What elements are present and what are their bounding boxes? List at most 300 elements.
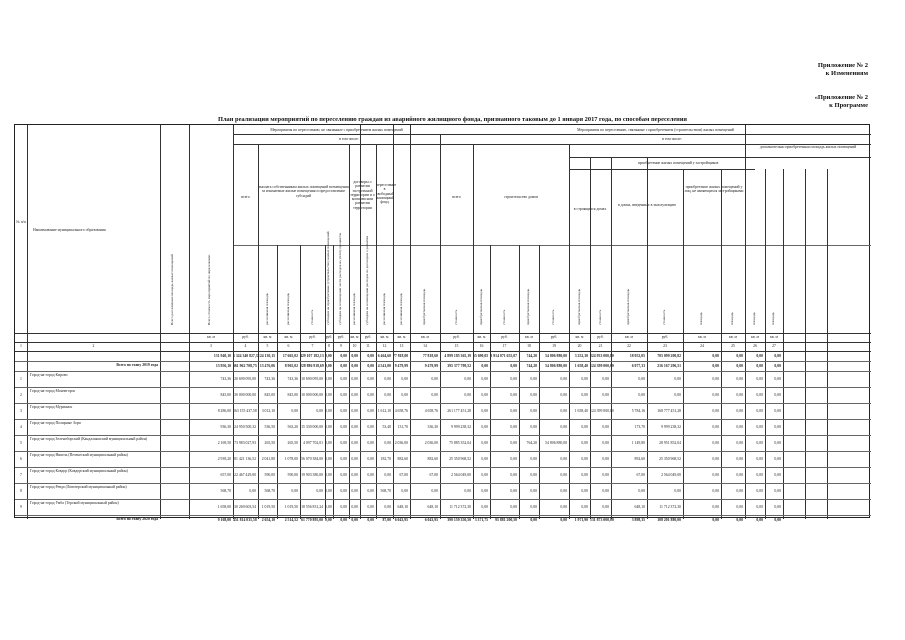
table-cell: 0,00 bbox=[581, 489, 588, 493]
table-cell: 0,00 bbox=[774, 393, 781, 397]
group-header-non-acquisition: Мероприятия по переселению, не связанные с приобретением жилых помещений bbox=[270, 128, 403, 132]
table-cell: 0,00 bbox=[367, 409, 374, 413]
column-number: 17 bbox=[502, 344, 507, 348]
table-cell: 0,00 bbox=[736, 354, 743, 358]
table-cell: 2 564 049,00 bbox=[451, 473, 471, 477]
table-cell: 67,00 bbox=[429, 473, 438, 477]
table-cell: 0,00 bbox=[638, 393, 645, 397]
table-cell: 0,00 bbox=[510, 441, 517, 445]
header-subcolumn-label: стоимость bbox=[597, 309, 602, 325]
table-cell: 0,00 bbox=[712, 364, 719, 368]
table-cell: 25 350 968,52 bbox=[449, 457, 471, 461]
unit-label: кв. м bbox=[350, 335, 359, 339]
table-cell: 2 036,00 bbox=[424, 441, 438, 445]
header-total-cost: Всего стоимость мероприятий по переселению bbox=[207, 254, 211, 325]
unit-label: кв. м bbox=[421, 335, 429, 339]
table-cell: 590,00 bbox=[264, 473, 275, 477]
unit-label: кв. м bbox=[284, 335, 293, 339]
table-cell: 0,00 bbox=[560, 505, 567, 509]
table-cell: 30 269 603,54 bbox=[234, 505, 256, 509]
table-cell: 892,60 bbox=[634, 457, 645, 461]
column-number: 15 bbox=[454, 344, 459, 348]
table-cell: 0,00 bbox=[351, 377, 358, 381]
table-cell: 24 130,15 bbox=[259, 354, 275, 358]
document-title: План реализации мероприятий по переселению граждан из аварийного жилищного фонда, признанного таковым до 1 января 2017 года, по способам переселения bbox=[218, 116, 687, 123]
table-cell: 0,00 bbox=[560, 409, 567, 413]
table-cell: 0,00 bbox=[756, 518, 763, 522]
table-cell: 0,00 bbox=[581, 505, 588, 509]
table-cell: 0,00 bbox=[340, 409, 347, 413]
table-cell: 0,00 bbox=[340, 473, 347, 477]
table-cell: 0,00 bbox=[510, 393, 517, 397]
column-number: 6 bbox=[287, 344, 290, 348]
table-cell: 0,00 bbox=[530, 393, 537, 397]
table-cell: 0,00 bbox=[530, 409, 537, 413]
table-cell: 882,60 bbox=[427, 457, 438, 461]
table-cell: 648,10 bbox=[397, 505, 408, 509]
column-divider bbox=[258, 144, 259, 519]
row-number: 2 bbox=[20, 393, 22, 397]
unit-label: кв. м bbox=[575, 335, 584, 339]
table-cell: 4 658,76 bbox=[424, 409, 438, 413]
table-cell: 0,00 bbox=[325, 505, 332, 509]
table-cell: 3 371,75 bbox=[474, 518, 488, 522]
resettlement-plan-table bbox=[14, 124, 870, 522]
row-divider bbox=[15, 435, 871, 436]
table-cell: 0,00 bbox=[340, 518, 347, 522]
table-cell: 54 806 880,00 bbox=[545, 364, 567, 368]
table-cell: 2 654,10 bbox=[261, 518, 275, 522]
table-cell: 10 000 000,00 bbox=[301, 393, 323, 397]
table-cell: 0,00 bbox=[602, 441, 609, 445]
table-cell: 8 286,00 bbox=[217, 409, 231, 413]
header-subcolumn-label: приобретаемая площадь bbox=[576, 288, 581, 325]
table-cell: 0,00 bbox=[340, 441, 347, 445]
table-cell: 0,00 bbox=[736, 457, 743, 461]
table-cell: 0,00 bbox=[384, 505, 391, 509]
table-cell: 17 665,02 bbox=[282, 354, 298, 358]
table-cell: 0,00 bbox=[736, 473, 743, 477]
table-cell: 1 658,40 bbox=[574, 364, 588, 368]
program-appendix-number: «Приложение № 2 bbox=[814, 94, 868, 101]
table-cell: 75 885 352,04 bbox=[449, 441, 471, 445]
header-subcolumn-label: приобретаемая площадь bbox=[478, 288, 483, 325]
header-subcolumn-label: расселяемая площадь bbox=[285, 292, 290, 325]
header-under-construction: в строящихся домах bbox=[573, 207, 607, 211]
table-cell: 563,20 bbox=[287, 425, 298, 429]
table-cell: 0,00 bbox=[510, 409, 517, 413]
table-cell: 0,00 bbox=[351, 354, 358, 358]
table-cell: 0,00 bbox=[464, 489, 471, 493]
row-municipality-name: Город-на-город Умба (Терский муниципальный район) bbox=[30, 501, 119, 505]
table-cell: 0,00 bbox=[325, 473, 332, 477]
column-divider bbox=[160, 125, 161, 519]
table-cell: 0,00 bbox=[340, 457, 347, 461]
unit-label: руб. bbox=[364, 335, 372, 339]
table-cell: 0,00 bbox=[736, 364, 743, 368]
table-cell: 0,00 bbox=[756, 354, 763, 358]
table-cell: 265,50 bbox=[287, 441, 298, 445]
table-cell: 0,00 bbox=[510, 377, 517, 381]
table-cell: 1 019,50 bbox=[261, 505, 275, 509]
header-other-sellers: приобретение жилых помещений у лиц, не являющихся застройщиками bbox=[684, 185, 744, 194]
header-subcolumn-label: стоимость bbox=[662, 309, 666, 325]
unit-label: кв. м bbox=[525, 335, 533, 339]
table-cell: 24 950 500,32 bbox=[234, 425, 256, 429]
table-cell: 0,00 bbox=[481, 364, 488, 368]
header-subcolumn-label: приобретаемая площадь bbox=[422, 288, 426, 325]
table-cell: 124 399 000,00 bbox=[590, 409, 614, 413]
header-line bbox=[745, 157, 871, 158]
table-cell: 0,00 bbox=[367, 425, 374, 429]
column-number: 13 bbox=[399, 344, 404, 348]
table-cell: 0,00 bbox=[712, 425, 719, 429]
table-cell: 0,00 bbox=[756, 457, 763, 461]
unit-label: кв. м bbox=[380, 335, 389, 339]
table-cell: 6 043,95 bbox=[424, 518, 438, 522]
header-in-operation: в домах, введенных в эксплуатацию bbox=[617, 203, 677, 207]
table-cell: 0,00 bbox=[367, 393, 374, 397]
table-cell: 0,00 bbox=[581, 393, 588, 397]
table-cell: 0,00 bbox=[481, 409, 488, 413]
header-subcolumn-label: субсидии на возмещение расходов по договорам о развитии bbox=[365, 235, 369, 325]
table-cell: 2 939,20 bbox=[217, 457, 231, 461]
table-cell: 2 564 049,00 bbox=[661, 473, 681, 477]
table-cell: 124 399 000,00 bbox=[590, 364, 614, 368]
table-cell: 0,00 bbox=[602, 473, 609, 477]
row-divider bbox=[15, 467, 871, 468]
table-cell: 0,00 bbox=[481, 441, 488, 445]
table-cell: 0,00 bbox=[736, 377, 743, 381]
column-number: 22 bbox=[627, 344, 631, 348]
row-divider bbox=[15, 419, 871, 420]
table-cell: 744,20 bbox=[526, 354, 537, 358]
table-cell: 0,00 bbox=[736, 505, 743, 509]
table-cell: 0,00 bbox=[325, 409, 332, 413]
table-cell: 0,00 bbox=[325, 489, 332, 493]
table-cell: 0,00 bbox=[712, 393, 719, 397]
table-cell: 0,00 bbox=[560, 457, 567, 461]
table-cell: 0,00 bbox=[560, 377, 567, 381]
table-cell: 216 167 296,51 bbox=[657, 364, 681, 368]
table-cell: 845,00 bbox=[220, 393, 231, 397]
table-cell: 0,00 bbox=[581, 377, 588, 381]
table-cell: 19 903 380,00 bbox=[301, 473, 323, 477]
table-cell: 0,00 bbox=[384, 377, 391, 381]
column-number: 5 bbox=[266, 344, 269, 348]
table-cell: 4 097 702,01 bbox=[303, 441, 323, 445]
table-cell: 263 155 437,58 bbox=[233, 409, 257, 413]
table-cell: 0,00 bbox=[367, 364, 374, 368]
table-cell: 0,00 bbox=[340, 505, 347, 509]
header-total: всего bbox=[241, 195, 250, 199]
table-cell: 0,00 bbox=[736, 489, 743, 493]
table-cell: 0,00 bbox=[712, 441, 719, 445]
table-cell: 0,00 bbox=[774, 457, 781, 461]
table-cell: 0,00 bbox=[530, 457, 537, 461]
column-divider bbox=[473, 144, 474, 519]
table-cell: 131,70 bbox=[397, 425, 408, 429]
table-cell: 0,00 bbox=[530, 377, 537, 381]
header-payment: выплата собственникам жилых помещений возмещения за изымаемые жилые помещения и предоставление субсидий bbox=[258, 185, 349, 198]
column-number: 11 bbox=[366, 344, 370, 348]
column-number: 2 bbox=[92, 344, 95, 348]
unit-label: руб. bbox=[501, 335, 508, 339]
table-cell: 0,00 bbox=[481, 457, 488, 461]
row-municipality-name: Всего по этапу 2019 года bbox=[116, 363, 158, 367]
unit-label: кв. м bbox=[477, 335, 486, 339]
table-cell: 590,00 bbox=[287, 473, 298, 477]
row-number: 6 bbox=[20, 457, 22, 461]
table-cell: 0,00 bbox=[581, 425, 588, 429]
unit-label: руб. bbox=[661, 335, 669, 339]
table-cell: 451 814 035,58 bbox=[233, 518, 257, 522]
table-cell: 5 324 340 827,32 bbox=[233, 354, 260, 358]
table-cell: 0,00 bbox=[774, 473, 781, 477]
table-cell: 0,00 bbox=[481, 505, 488, 509]
table-cell: 0,00 bbox=[351, 364, 358, 368]
row-number: 3 bbox=[20, 409, 22, 413]
table-cell: 0,00 bbox=[367, 518, 374, 522]
row-number: 5 bbox=[20, 441, 22, 445]
table-cell: 705 099 200,82 bbox=[657, 354, 681, 358]
table-cell: 0,00 bbox=[712, 518, 719, 522]
table-cell: 0,00 bbox=[736, 425, 743, 429]
header-subcolumn-label: расселяемая площадь bbox=[398, 292, 403, 325]
unit-label: руб. bbox=[550, 335, 558, 339]
unit-label: руб. bbox=[325, 335, 333, 339]
column-number: 23 bbox=[663, 344, 667, 348]
header-municipality: Наименование муниципального образования bbox=[33, 228, 106, 232]
table-cell: 61 770 895,00 bbox=[301, 518, 323, 522]
table-cell: 0,00 bbox=[510, 505, 517, 509]
table-cell: 390 159 350,50 bbox=[447, 518, 471, 522]
table-cell: 882,60 bbox=[397, 457, 408, 461]
table-cell: 657,00 bbox=[220, 473, 231, 477]
table-cell: 173,70 bbox=[634, 425, 645, 429]
table-cell: 0,00 bbox=[384, 441, 391, 445]
table-cell: 0,00 bbox=[530, 425, 537, 429]
column-number: 9 bbox=[340, 344, 342, 348]
row-municipality-name: Город-на-город Мурманск bbox=[30, 405, 73, 409]
table-cell: 0,00 bbox=[736, 393, 743, 397]
table-cell: 0,00 bbox=[756, 473, 763, 477]
table-cell: 0,00 bbox=[367, 505, 374, 509]
table-cell: 0,00 bbox=[774, 489, 781, 493]
table-cell: 3 012,10 bbox=[261, 409, 275, 413]
header-line bbox=[15, 351, 871, 352]
row-municipality-name: Город-на-город Зеленоборский (Кандалакшский муниципальный район) bbox=[30, 437, 148, 441]
table-cell: 0,00 bbox=[464, 393, 471, 397]
table-cell: 73 983 027,93 bbox=[234, 441, 256, 445]
table-cell: 1 019,50 bbox=[284, 505, 298, 509]
row-municipality-name: Всего по этапу 2020 года bbox=[116, 517, 158, 521]
header-line bbox=[569, 169, 755, 170]
column-number: 1 bbox=[20, 344, 22, 348]
table-cell: 67,00 bbox=[636, 473, 645, 477]
unit-label: руб. bbox=[597, 335, 604, 339]
table-cell: 13 476,06 bbox=[259, 364, 275, 368]
program-ref: к Программе bbox=[829, 102, 868, 109]
row-number: 4 bbox=[20, 425, 22, 429]
table-cell: 11 712 372,30 bbox=[659, 505, 681, 509]
subheader-in-that-number: в том числе: bbox=[339, 137, 359, 141]
table-cell: 0,00 bbox=[431, 489, 438, 493]
table-cell: 0,00 bbox=[530, 489, 537, 493]
table-cell: 395 377 799,52 bbox=[447, 364, 471, 368]
table-cell: 429 107 182,13 bbox=[300, 354, 324, 358]
table-cell: 5 784,16 bbox=[631, 409, 645, 413]
table-cell: 2 514,52 bbox=[284, 518, 298, 522]
table-cell: 0,00 bbox=[756, 489, 763, 493]
table-cell: 13 956,10 bbox=[215, 364, 231, 368]
table-cell: 743,36 bbox=[264, 377, 275, 381]
table-cell: 0,00 bbox=[602, 457, 609, 461]
table-cell: 9 479,99 bbox=[394, 364, 408, 368]
table-cell: 0,00 bbox=[384, 473, 391, 477]
table-cell: 2 041,80 bbox=[261, 457, 275, 461]
header-acquire-from-developers: приобретение жилых помещений у застройщиков bbox=[637, 161, 719, 165]
unit-label: кв. м bbox=[625, 335, 633, 339]
table-cell: 0,00 bbox=[401, 393, 408, 397]
table-cell: 9 999 238,32 bbox=[661, 425, 681, 429]
column-number: 20 bbox=[577, 344, 582, 348]
header-subcolumn-label: субсидии на приобретение (строительство) жилых помещений bbox=[326, 231, 330, 325]
table-cell: 0,00 bbox=[316, 409, 323, 413]
unit-label: руб. bbox=[337, 335, 345, 339]
table-cell: 30 000 000,00 bbox=[234, 393, 256, 397]
row-municipality-name: Город-на-город Кирово bbox=[30, 373, 68, 377]
table-cell: 28 951 852,04 bbox=[659, 441, 681, 445]
table-cell: 0,00 bbox=[367, 489, 374, 493]
header-free-fund: переселение в свободный жилищный фонд bbox=[376, 183, 397, 205]
table-cell: 0,00 bbox=[325, 364, 332, 368]
table-cell: 845,00 bbox=[264, 393, 275, 397]
table-cell: 265,50 bbox=[264, 441, 275, 445]
table-cell: 3 898,35 bbox=[631, 518, 645, 522]
table-cell: 224 933 000,00 bbox=[590, 354, 614, 358]
row-number: 9 bbox=[20, 505, 22, 509]
header-subcolumn-label: расселяемая площадь bbox=[381, 292, 386, 325]
table-cell: 0,00 bbox=[638, 489, 645, 493]
table-cell: 0,00 bbox=[481, 473, 488, 477]
table-cell: 0,00 bbox=[510, 364, 517, 368]
table-cell: 25 350 968,52 bbox=[659, 457, 681, 461]
table-cell: 0,00 bbox=[401, 489, 408, 493]
column-number: 18 bbox=[527, 344, 531, 348]
table-cell: 0,00 bbox=[351, 409, 358, 413]
table-cell: 0,00 bbox=[602, 377, 609, 381]
table-cell: 743,36 bbox=[287, 377, 298, 381]
table-cell: 168 777 451,28 bbox=[657, 409, 681, 413]
row-number: 7 bbox=[20, 473, 22, 477]
table-cell: 0,00 bbox=[325, 425, 332, 429]
column-number: 12 bbox=[382, 344, 387, 348]
table-cell: 0,00 bbox=[367, 377, 374, 381]
table-cell: 0,00 bbox=[736, 441, 743, 445]
table-cell: 182,70 bbox=[380, 457, 391, 461]
table-cell: 81 421 136,52 bbox=[234, 457, 256, 461]
table-cell: 77 818,00 bbox=[393, 354, 409, 358]
table-cell: 0,00 bbox=[602, 393, 609, 397]
table-cell: 1 971,90 bbox=[574, 518, 588, 522]
table-cell: 0,00 bbox=[712, 457, 719, 461]
header-subcolumn-label: приобретаемая площадь bbox=[526, 288, 530, 325]
table-cell: 2 036,00 bbox=[394, 441, 408, 445]
group-header-acquisition: Мероприятия по переселению, связанные с приобретением (строительством) жилых помещений bbox=[577, 128, 734, 132]
unit-label: кв. м bbox=[397, 335, 406, 339]
table-cell: 0,00 bbox=[510, 473, 517, 477]
unit-label: кв. м bbox=[698, 335, 706, 339]
table-cell: 0,00 bbox=[712, 409, 719, 413]
header-subcolumn-label: стоимость bbox=[309, 309, 314, 325]
column-number: 4 bbox=[244, 344, 247, 348]
header-total: всего bbox=[452, 195, 461, 199]
table-cell: 0,00 bbox=[756, 441, 763, 445]
column-number: 27 bbox=[772, 344, 776, 348]
table-cell: 6 043,95 bbox=[394, 518, 408, 522]
unit-label: кв. м bbox=[751, 335, 759, 339]
header-row-number: № п/п bbox=[16, 220, 26, 224]
table-cell: 0,00 bbox=[481, 489, 488, 493]
column-divider bbox=[277, 245, 278, 519]
table-cell: 0,00 bbox=[367, 473, 374, 477]
table-cell: 0,00 bbox=[351, 425, 358, 429]
table-cell: 3 914 071 655,07 bbox=[490, 354, 517, 358]
subheader-in-that-number: в том числе: bbox=[662, 137, 682, 141]
table-cell: 131 940,10 bbox=[213, 354, 231, 358]
table-cell: 0,00 bbox=[401, 377, 408, 381]
row-number: 8 bbox=[20, 489, 22, 493]
column-number: 7 bbox=[311, 344, 314, 348]
table-cell: 0,00 bbox=[325, 393, 332, 397]
table-cell: 0,00 bbox=[560, 518, 567, 522]
column-divider bbox=[519, 245, 520, 519]
table-cell: 0,00 bbox=[340, 354, 347, 358]
table-cell: 4 541,00 bbox=[377, 364, 391, 368]
table-cell: 0,00 bbox=[674, 489, 681, 493]
table-cell: 0,00 bbox=[340, 393, 347, 397]
table-cell: 9 999 238,32 bbox=[451, 425, 471, 429]
table-cell: 9 479,99 bbox=[424, 364, 438, 368]
column-number: 26 bbox=[753, 344, 757, 348]
column-number: 21 bbox=[598, 344, 603, 348]
table-cell: 0,00 bbox=[712, 489, 719, 493]
column-number: 10 bbox=[352, 344, 357, 348]
table-cell: 0,00 bbox=[481, 393, 488, 397]
table-cell: 0,00 bbox=[756, 425, 763, 429]
row-number: 1 bbox=[20, 377, 22, 381]
table-cell: 568,70 bbox=[380, 489, 391, 493]
header-line bbox=[233, 134, 871, 135]
table-cell: 9 168,00 bbox=[217, 518, 231, 522]
table-cell: 87,00 bbox=[382, 518, 391, 522]
table-cell: 648,10 bbox=[634, 505, 645, 509]
table-cell: 228 886 918,69 bbox=[300, 364, 324, 368]
unit-label: руб. bbox=[242, 335, 249, 339]
table-cell: 8 965,02 bbox=[284, 364, 298, 368]
table-cell: 568,70 bbox=[264, 489, 275, 493]
table-cell: 648,10 bbox=[427, 505, 438, 509]
header-line bbox=[15, 342, 871, 343]
header-additional-area: дополнительно приобретенная площадь жилых помещений bbox=[759, 145, 857, 149]
column-divider bbox=[490, 245, 491, 519]
table-cell: 0,00 bbox=[674, 393, 681, 397]
table-cell: 108 201 880,00 bbox=[657, 518, 681, 522]
table-cell: 0,00 bbox=[756, 393, 763, 397]
table-cell: 1 078,00 bbox=[284, 457, 298, 461]
table-cell: 361 962 708,75 bbox=[233, 364, 257, 368]
